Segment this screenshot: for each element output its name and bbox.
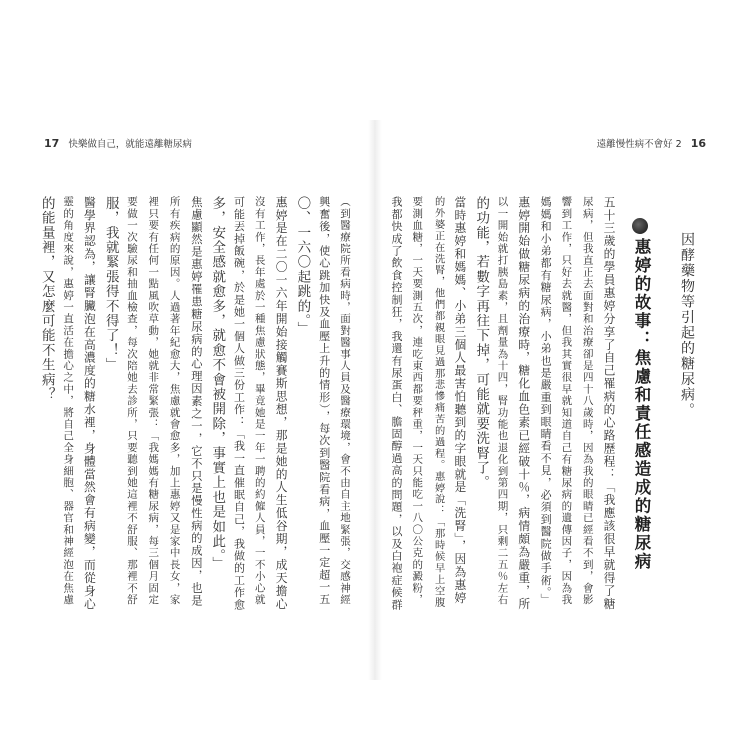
text-column: 要做一次驗尿和抽血檢查，每次陪她去診所，只要聽到她這裡不舒服、那裡不舒 [126,196,138,606]
left-running-head [38,136,192,150]
text-column: 五十三歲的學員惠婷分享了自己罹病的心路歷程：「我應該很早就得了糖 [602,196,616,611]
section-heading: 惠婷的故事：焦慮和責任感造成的糖尿病 [632,238,651,571]
text-column: 焦慮顯然是惠婷罹患糖尿病的心理因素之一，它不只是慢性病的成因，也是 [189,196,203,607]
text-column: 可能丟掉飯碗，於是她一個人做三份工作：「我一直催眠自己，我做的工作愈 [232,196,246,611]
text-column: 的功能，若數字再往下掉，可能就要洗腎了。 [473,196,490,490]
text-column: 服，我就緊張得不得了！」 [102,196,119,373]
text-column: （到醫療院所看病時，面對醫事人員及醫療環境，會不由自主地緊張，交感神經 [339,196,351,606]
text-column: 媽媽和小弟都有糖尿病，小弟也是嚴重到眼睛看不見，必須到醫院做手術。」 [539,196,553,606]
text-column: 當時惠婷和媽媽、小弟三個人最害怕聽到的字眼就是「洗腎」，因為惠婷 [452,196,467,605]
right-running-head [597,136,712,150]
text-column: 〇、一六〇起跳的。」 [294,196,311,337]
text-column: 響到工作，只好去就醫，但我其實很早就知道自己有糖尿病的遺傳因子，因為我 [560,196,573,606]
text-column: 尿病，但我直正去面對和治療卻是四十八歲時，因為我的眼睛已經看不到，會影 [581,196,594,606]
text-column: 沒有工作，長年處於一種焦慮狀態，畢竟她是一年一聘的約僱人員，一不小心就 [253,196,266,606]
right-subhead: 因酵藥物等引起的糖尿病。 [679,232,695,418]
heading-bullet-icon [632,218,648,234]
text-column: 所有疾病的原因。人過著年紀愈大，焦慮就會愈多，加上惠婷又是家中長女，家 [168,196,181,606]
text-column: 興奮後，使心跳加快及血壓上升的情形），每次到醫院看病，血壓一定超一五 [317,196,331,606]
text-column: 以一開始就打胰島素，且劑量為十四，腎功能也退化到第四期，只剩二五％左右 [496,196,509,606]
text-column: 惠婷開始做糖尿病的治療時，糖化血色素已經破十％，病情頗為嚴重，所 [516,196,531,611]
left-running-title: 快樂做自己，就能遠離糖尿病 [68,139,192,150]
text-column: 靈的角度來說，惠婷一直活在擔心之中，將自己全身細胞、器官和神經泡在焦慮 [62,196,75,606]
left-page-number: 17 [44,137,60,150]
text-column: 醫學界認為，讓腎臟泡在高濃度的糖水裡，身體當然會有病變，而從身心 [82,196,97,611]
text-column: 裡只要有任何一點風吹草動，她就非常緊張：「我媽媽有糖尿病，每三個月固定 [147,196,160,606]
right-page [375,0,750,750]
text-column: 惠婷是在二〇一六年開始接觸賽斯思想，那是她的人生低谷期，成天擔心 [274,196,289,611]
text-column: 要測血糖，一天要測五次，連吃東西都要秤重，一天只能吃一八〇公克的澱粉， [411,196,424,606]
right-page-number: 16 [690,137,706,150]
text-column: 我都快成了飲食控制狂，我還有尿蛋白、膽固醇過高的問題，以及白袍症候群 [390,196,403,611]
text-column: 多，安全感就愈多，就愈不會被開除，事實上也是如此。」 [209,196,226,572]
text-column: 的外婆正在洗腎，他們都親眼見過那悲慘痛苦的過程。惠婷說：「那時候早上空腹 [432,196,445,609]
text-column: 的能量裡，又怎麼可能不生病？ [38,196,55,402]
right-running-title: 遠離慢性病不會好 2 [596,139,682,150]
